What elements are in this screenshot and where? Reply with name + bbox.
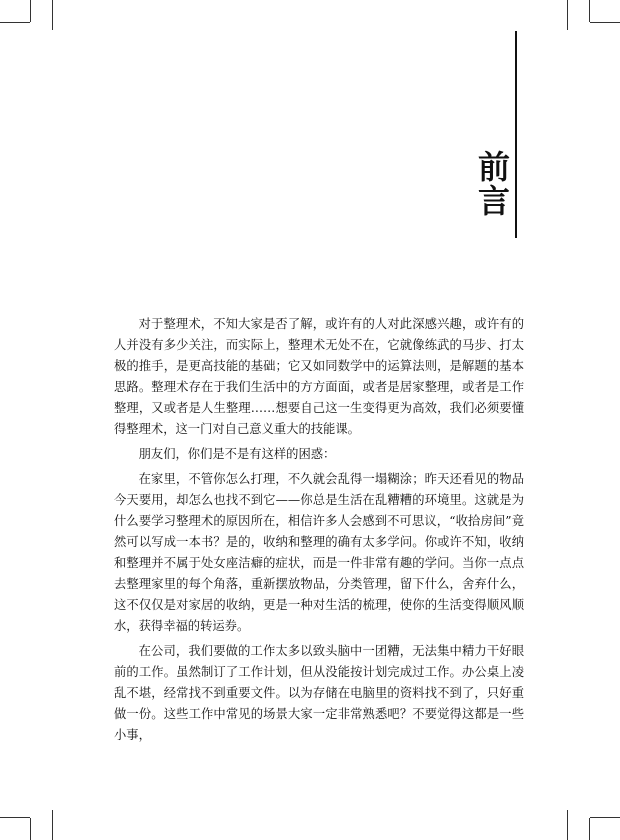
crop-mark (0, 817, 30, 818)
paragraph: 在公司，我们要做的工作太多以致头脑中一团糟，无法集中精力干好眼前的工作。虽然制订了工作计划，但从没能按计划完成过工作。办公桌上凌乱不堪，经常找不到重要文件。以为存储在电脑里的资料找不到了，只好重做一份。这些工作中常见的场景大家一定非常熟悉吧？不要觉得这都是一些小事， (114, 644, 524, 742)
crop-mark (589, 0, 590, 22)
paragraph: 朋友们，你们是不是有这样的困惑： (138, 447, 336, 461)
crop-mark (30, 818, 31, 840)
crop-mark (567, 810, 568, 840)
title-rule (515, 31, 517, 238)
crop-mark (52, 0, 53, 30)
crop-mark (589, 818, 590, 840)
crop-mark (590, 817, 620, 818)
crop-mark (0, 22, 30, 23)
page-title: 前言 (473, 150, 511, 218)
paragraph: 在家里，不管你怎么打理，不久就会乱得一塌糊涂；昨天还看见的物品今天要用，却怎么也找不到它——你总是生活在乱糟糟的环境里。这就是为什么要学习整理术的原因所在，相信许多人会感到不可思议，“收拾房间”竟然可以写成一本书？是的，收纳和整理的确有太多学问。你或许不知，收纳和整理并不属于处女座洁癖的症状，而是一件非常有趣的学问。当你一点点去整理家里的每个角落，重新摆放物品，分类管理，留下什么，舍弃什么，这不仅仅是对家居的收纳，更是一种对生活的梳理，使你的生活变得顺风顺水，获得幸福的转运券。 (114, 472, 524, 633)
crop-mark (52, 810, 53, 840)
paragraph: 对于整理术，不知大家是否了解，或许有的人对此深感兴趣，或许有的人并没有多少关注，而实际上，整理术无处不在，它就像练武的马步、打太极的推手，是更高技能的基础；它又如同数学中的运算法则，是解题的基本思路。整理术存在于我们生活中的方方面面，或者是居家整理，或者是工作整理，又或者是人生整理……想要自己这一生变得更为高效，我们必须要懂得整理术，这一门对自己意义重大的技能课。 (114, 317, 524, 436)
body-text (114, 314, 524, 746)
crop-mark (590, 22, 620, 23)
crop-mark (567, 0, 568, 30)
crop-mark (30, 0, 31, 22)
